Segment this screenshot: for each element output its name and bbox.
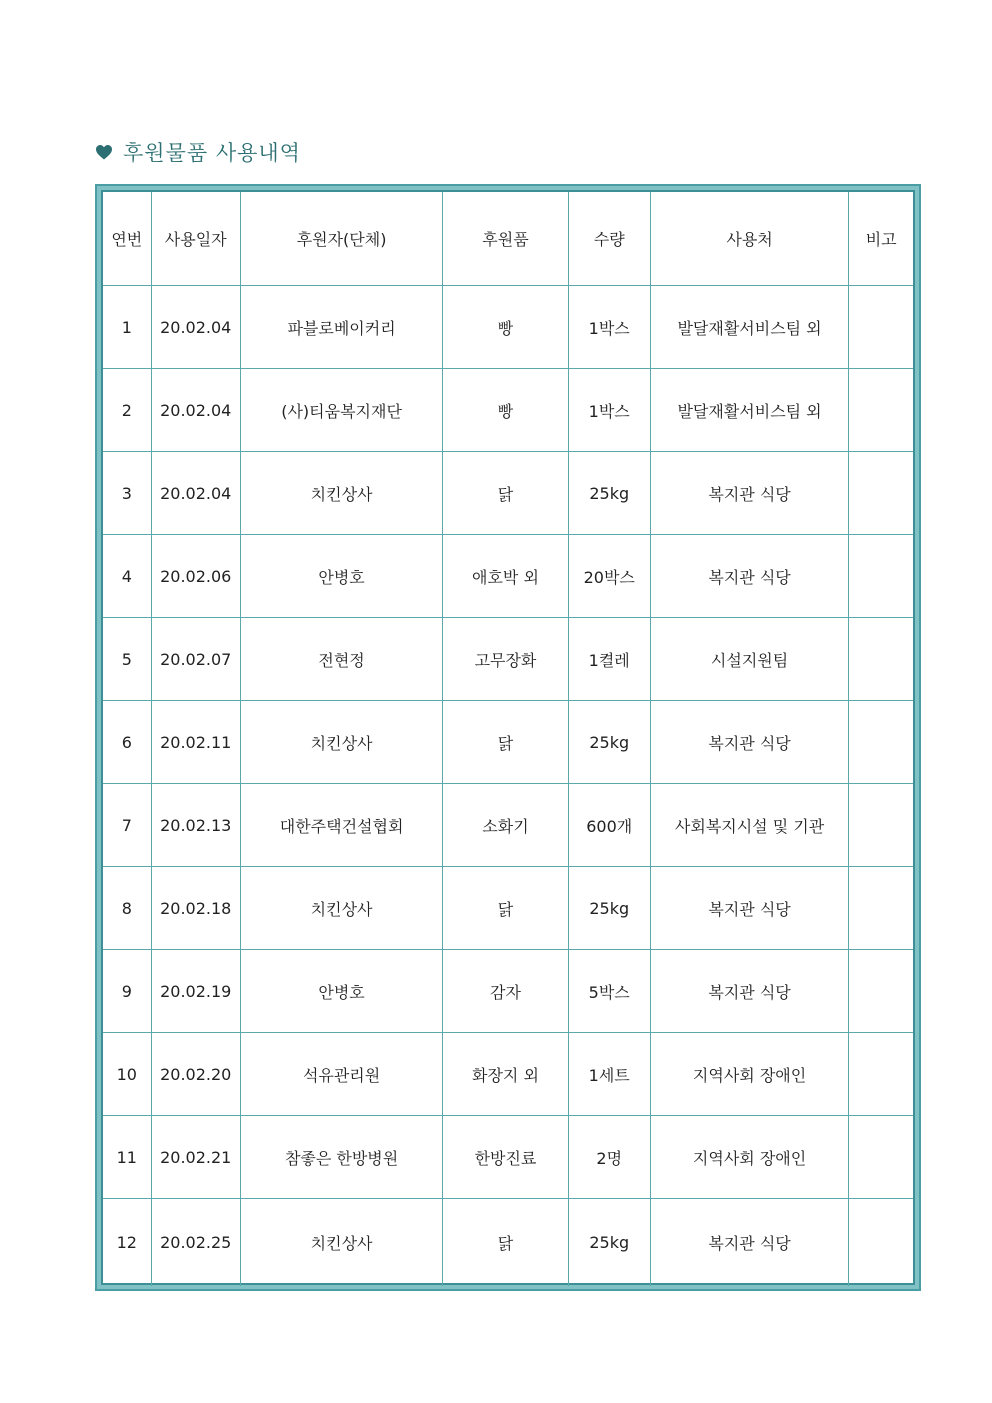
column-header: 수량 [568, 192, 650, 286]
cell-number: 8 [103, 867, 151, 950]
cell-item: 한방진료 [443, 1116, 568, 1199]
cell-usage-place: 복지관 식당 [650, 535, 848, 618]
cell-quantity: 1세트 [568, 1033, 650, 1116]
cell-quantity: 2명 [568, 1116, 650, 1199]
cell-number: 12 [103, 1199, 151, 1287]
cell-item: 빵 [443, 286, 568, 369]
cell-date: 20.02.13 [151, 784, 240, 867]
cell-item: 화장지 외 [443, 1033, 568, 1116]
section-heading [95, 136, 301, 168]
cell-usage-place: 복지관 식당 [650, 867, 848, 950]
cell-donor: 파블로베이커리 [240, 286, 443, 369]
cell-quantity: 25kg [568, 867, 650, 950]
cell-donor: 치킨상사 [240, 1199, 443, 1287]
table-header-row [103, 192, 913, 286]
cell-quantity: 5박스 [568, 950, 650, 1033]
cell-remarks [849, 369, 913, 452]
cell-donor: 대한주택건설협회 [240, 784, 443, 867]
cell-date: 20.02.19 [151, 950, 240, 1033]
donation-usage-table [103, 192, 913, 1286]
cell-donor: 참좋은 한방병원 [240, 1116, 443, 1199]
cell-date: 20.02.04 [151, 452, 240, 535]
cell-date: 20.02.06 [151, 535, 240, 618]
cell-quantity: 1박스 [568, 286, 650, 369]
cell-item: 닭 [443, 867, 568, 950]
cell-usage-place: 복지관 식당 [650, 452, 848, 535]
cell-donor: 안병호 [240, 535, 443, 618]
cell-remarks [849, 950, 913, 1033]
column-header: 비고 [849, 192, 913, 286]
cell-number: 10 [103, 1033, 151, 1116]
cell-number: 4 [103, 535, 151, 618]
cell-date: 20.02.20 [151, 1033, 240, 1116]
table-row [103, 1033, 913, 1116]
cell-item: 애호박 외 [443, 535, 568, 618]
cell-date: 20.02.18 [151, 867, 240, 950]
cell-usage-place: 발달재활서비스팀 외 [650, 286, 848, 369]
cell-quantity: 600개 [568, 784, 650, 867]
cell-donor: 전현정 [240, 618, 443, 701]
cell-usage-place: 지역사회 장애인 [650, 1033, 848, 1116]
cell-usage-place: 시설지원팀 [650, 618, 848, 701]
cell-remarks [849, 1199, 913, 1287]
cell-number: 2 [103, 369, 151, 452]
cell-number: 11 [103, 1116, 151, 1199]
table-row [103, 618, 913, 701]
column-header: 후원품 [443, 192, 568, 286]
cell-date: 20.02.21 [151, 1116, 240, 1199]
cell-date: 20.02.04 [151, 369, 240, 452]
cell-item: 감자 [443, 950, 568, 1033]
cell-number: 7 [103, 784, 151, 867]
cell-remarks [849, 701, 913, 784]
cell-number: 5 [103, 618, 151, 701]
table-row [103, 369, 913, 452]
cell-quantity: 25kg [568, 1199, 650, 1287]
cell-item: 고무장화 [443, 618, 568, 701]
cell-remarks [849, 618, 913, 701]
cell-usage-place: 사회복지시설 및 기관 [650, 784, 848, 867]
table-row [103, 701, 913, 784]
cell-donor: (사)티움복지재단 [240, 369, 443, 452]
column-header: 연번 [103, 192, 151, 286]
cell-date: 20.02.04 [151, 286, 240, 369]
cell-remarks [849, 867, 913, 950]
cell-donor: 안병호 [240, 950, 443, 1033]
table-row [103, 535, 913, 618]
cell-quantity: 1켤레 [568, 618, 650, 701]
heart-icon [95, 143, 113, 161]
cell-donor: 치킨상사 [240, 867, 443, 950]
table-row [103, 286, 913, 369]
cell-usage-place: 복지관 식당 [650, 1199, 848, 1287]
table-row [103, 950, 913, 1033]
cell-item: 닭 [443, 701, 568, 784]
cell-usage-place: 복지관 식당 [650, 950, 848, 1033]
table-frame-inner [101, 190, 915, 1285]
column-header: 사용처 [650, 192, 848, 286]
cell-usage-place: 복지관 식당 [650, 701, 848, 784]
cell-remarks [849, 286, 913, 369]
table-row [103, 784, 913, 867]
cell-quantity: 25kg [568, 452, 650, 535]
column-header: 후원자(단체) [240, 192, 443, 286]
cell-date: 20.02.07 [151, 618, 240, 701]
cell-date: 20.02.25 [151, 1199, 240, 1287]
cell-donor: 치킨상사 [240, 701, 443, 784]
cell-remarks [849, 1116, 913, 1199]
page-title: 후원물품 사용내역 [123, 141, 301, 165]
cell-donor: 석유관리원 [240, 1033, 443, 1116]
cell-item: 닭 [443, 452, 568, 535]
cell-remarks [849, 784, 913, 867]
cell-date: 20.02.11 [151, 701, 240, 784]
cell-quantity: 25kg [568, 701, 650, 784]
table-row [103, 1199, 913, 1287]
table-row [103, 867, 913, 950]
cell-number: 1 [103, 286, 151, 369]
table-row [103, 1116, 913, 1199]
cell-number: 6 [103, 701, 151, 784]
cell-remarks [849, 535, 913, 618]
cell-donor: 치킨상사 [240, 452, 443, 535]
cell-item: 소화기 [443, 784, 568, 867]
table-row [103, 452, 913, 535]
cell-item: 닭 [443, 1199, 568, 1287]
cell-usage-place: 지역사회 장애인 [650, 1116, 848, 1199]
table-frame [95, 184, 921, 1291]
cell-quantity: 1박스 [568, 369, 650, 452]
cell-number: 3 [103, 452, 151, 535]
cell-remarks [849, 452, 913, 535]
cell-quantity: 20박스 [568, 535, 650, 618]
column-header: 사용일자 [151, 192, 240, 286]
cell-number: 9 [103, 950, 151, 1033]
cell-item: 빵 [443, 369, 568, 452]
cell-remarks [849, 1033, 913, 1116]
cell-usage-place: 발달재활서비스팀 외 [650, 369, 848, 452]
